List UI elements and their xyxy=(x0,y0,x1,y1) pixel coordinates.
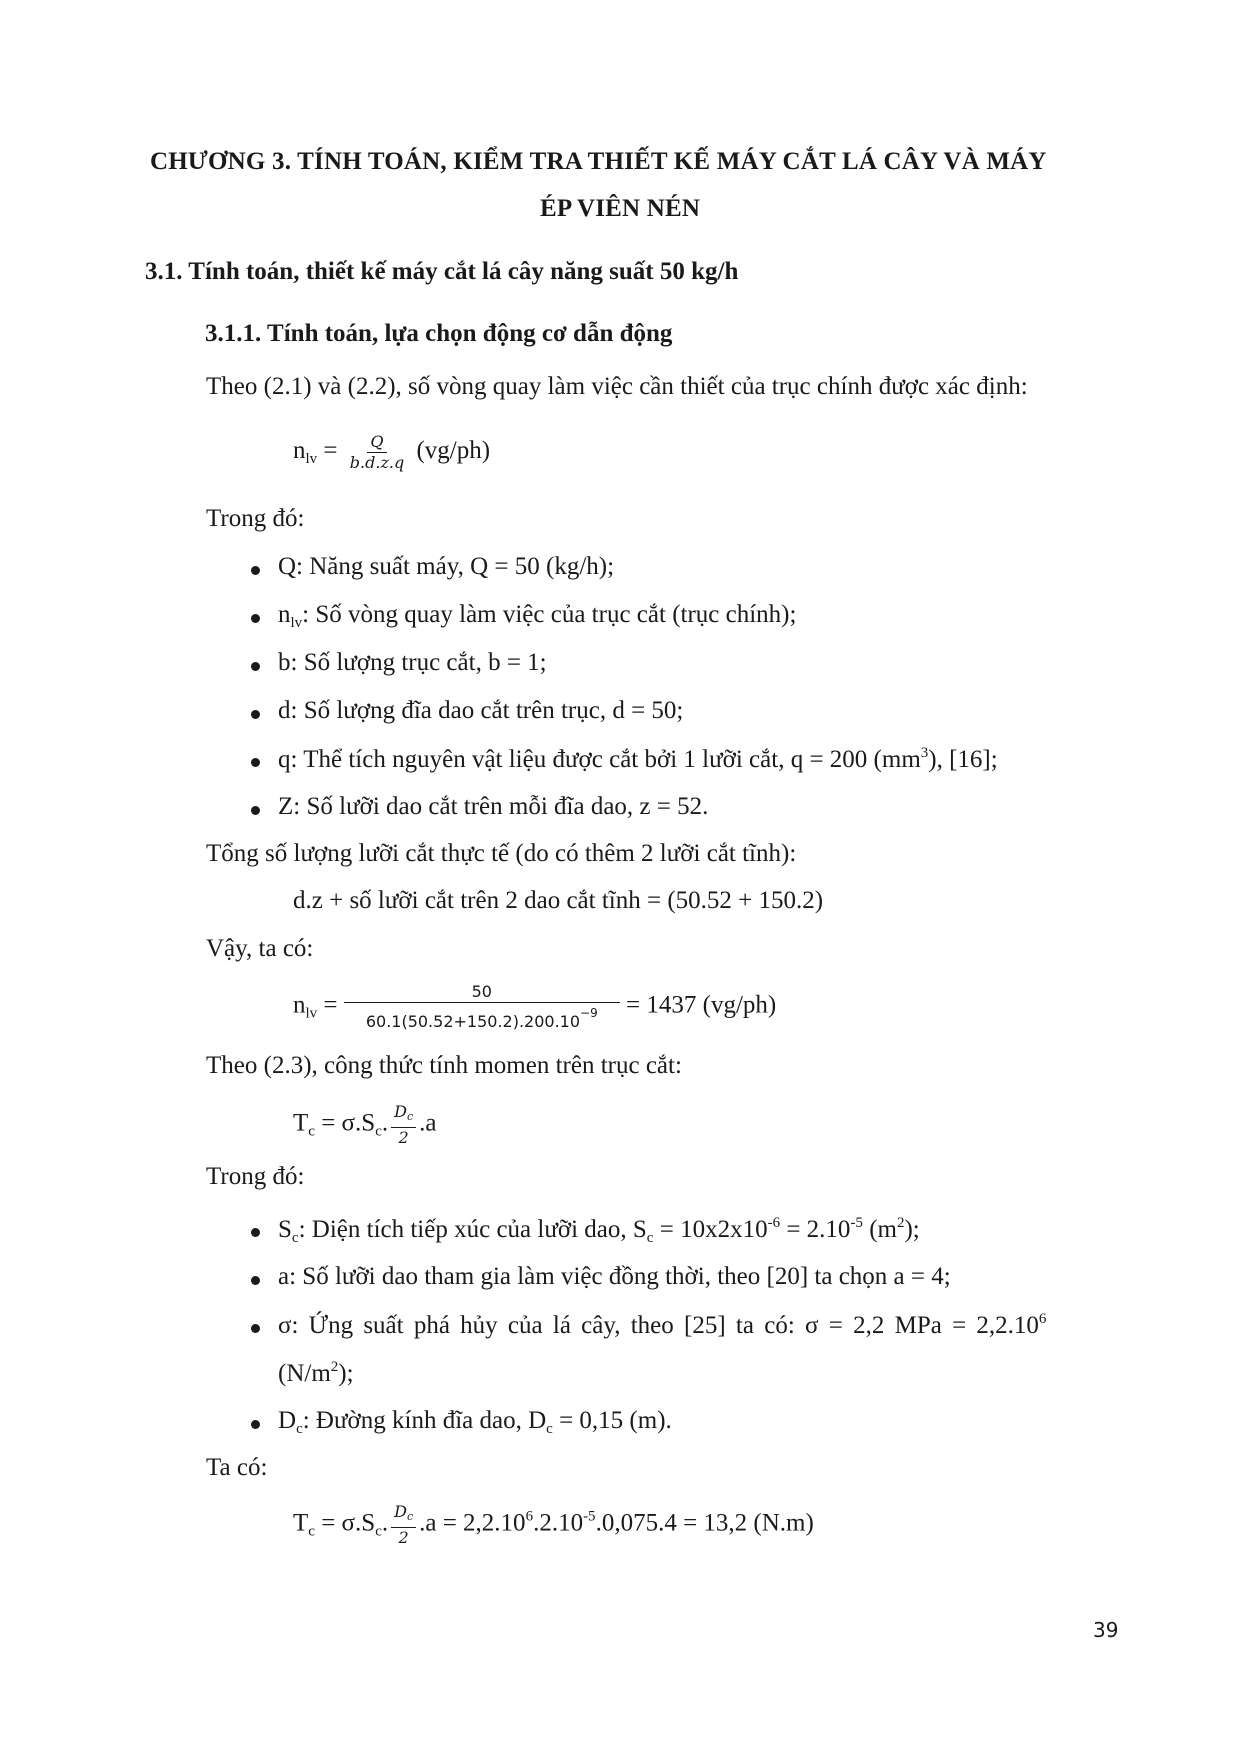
bullet-dot xyxy=(251,758,260,767)
list-item: d: Số lượng đĩa dao cắt trên trục, d = 50; xyxy=(278,697,684,724)
intro-paragraph: Theo (2.1) và (2.2), số vòng quay làm việc cần thiết của trục chính được xác định: xyxy=(206,373,1028,400)
bullet-dot xyxy=(251,566,260,575)
equation-torque-result: $T_c = \sigma.S_c$. $\frac{D_c}{2}$ $.a = 2,2.10^6.2.10^{-5}.0,075.4 = 13,2$ (N.m) xyxy=(293,1502,814,1547)
section-heading-3-1-1: 3.1.1. Tính toán, lựa chọn động cơ dẫn động xyxy=(205,320,673,347)
list-item: q: Thể tích nguyên vật liệu được cắt bởi 1 lưỡi cắt, q = 200 $(mm^3)$, [16]; xyxy=(278,745,998,773)
list-item: b: Số lượng trục cắt, b = 1; xyxy=(278,649,547,676)
list-item: Z: Số lưỡi dao cắt trên mỗi đĩa dao, z = 52. xyxy=(278,793,709,820)
bullet-dot xyxy=(251,1420,260,1429)
bullet-dot xyxy=(251,710,260,719)
list-item: $D_c$: Đường kính đĩa dao, $D_c = 0,15$ (m). xyxy=(278,1407,672,1437)
where-label-1: Trong đó: xyxy=(206,505,305,532)
list-item-continuation: $(N/m^2)$; xyxy=(278,1359,354,1387)
theo-2-3-text: Theo (2.3), công thức tính momen trên trục cắt: xyxy=(206,1052,682,1079)
equation-nlv-result: $n_{lv}$ = $\frac{50}{60.1(50.52+150.2).200.10^{-9}}$ = 1437 (vg/ph) xyxy=(293,982,777,1031)
bullet-dot xyxy=(251,662,260,671)
bullet-dot xyxy=(251,1276,260,1285)
total-blades-formula: d.z + số lưỡi cắt trên 2 dao cắt tĩnh = (50.52 + 150.2) xyxy=(293,887,824,914)
bullet-dot xyxy=(251,1324,260,1333)
page-number: 39 xyxy=(1093,1618,1119,1642)
bullet-dot xyxy=(251,806,260,815)
bullet-dot xyxy=(251,1228,260,1237)
total-blades-text: Tổng số lượng lưỡi cắt thực tế (do có thêm 2 lưỡi cắt tĩnh): xyxy=(206,840,797,867)
so-we-have-label: Vậy, ta có: xyxy=(206,935,314,962)
list-item: σ: Ứng suất phá hủy của lá cây, theo [25] ta có: σ = 2,2 MPa = $2,2.10^6$ xyxy=(278,1311,1047,1339)
equation-nlv-definition: $n_{lv}$ = $\frac{Q}{b.d.z.q}$ (vg/ph) xyxy=(293,432,491,472)
section-heading-3-1: 3.1. Tính toán, thiết kế máy cắt lá cây năng suất 50 kg/h xyxy=(145,258,739,285)
we-have-label: Ta có: xyxy=(206,1454,268,1481)
where-label-2: Trong đó: xyxy=(206,1163,305,1190)
list-item: $S_c$: Diện tích tiếp xúc của lưỡi dao, $S_c = 10x2x10^{-6} = 2.10^{-5}$ $(m^2)$; xyxy=(278,1215,920,1246)
equation-torque-definition: $T_c = \sigma.S_c$. $\frac{D_c}{2}$ .a xyxy=(293,1102,437,1147)
chapter-title-line1: CHƯƠNG 3. TÍNH TOÁN, KIỂM TRA THIẾT KẾ MÁY CẮT LÁ CÂY VÀ MÁY xyxy=(150,148,1047,175)
chapter-title-line2: ÉP VIÊN NÉN xyxy=(540,195,701,222)
list-item: Q: Năng suất máy, Q = 50 (kg/h); xyxy=(278,553,615,580)
bullet-dot xyxy=(251,614,260,623)
list-item: $n_{lv}$: Số vòng quay làm việc của trục cắt (trục chính); xyxy=(278,601,797,631)
list-item: a: Số lưỡi dao tham gia làm việc đồng thời, theo [20] ta chọn a = 4; xyxy=(278,1263,951,1290)
